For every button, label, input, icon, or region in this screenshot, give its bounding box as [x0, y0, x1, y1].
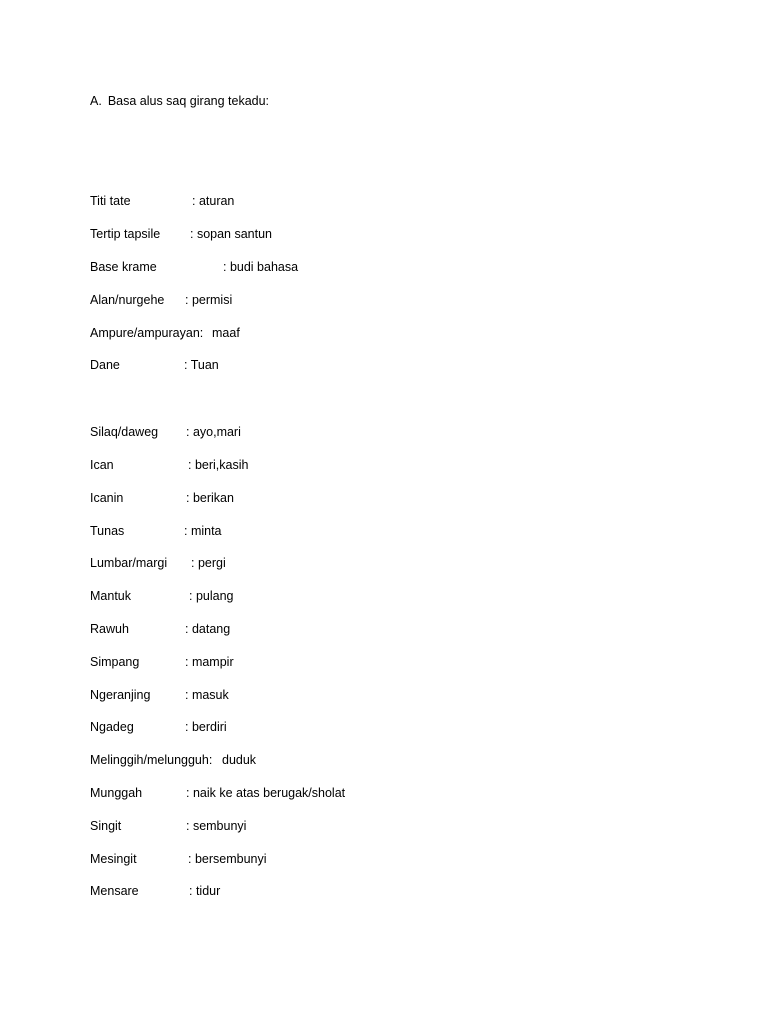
vocab-definition: : tidur: [189, 884, 221, 898]
vocab-term: Melinggih/melungguh:: [90, 753, 213, 767]
vocab-definition: : berdiri: [185, 720, 227, 734]
vocab-term: Ampure/ampurayan:: [90, 326, 204, 340]
vocab-term: Ican: [90, 458, 114, 472]
vocab-term: Base krame: [90, 260, 157, 274]
vocab-term: Rawuh: [90, 622, 129, 636]
vocab-definition: : mampir: [185, 655, 234, 669]
vocab-term: Icanin: [90, 491, 124, 505]
vocab-term: Dane: [90, 358, 120, 372]
vocab-definition: : sopan santun: [190, 227, 273, 241]
vocab-definition: : beri,kasih: [188, 458, 249, 472]
vocab-term: Lumbar/margi: [90, 556, 168, 570]
vocab-term: Ngadeg: [90, 720, 134, 734]
vocab-term: Munggah: [90, 786, 143, 800]
vocab-definition: : berikan: [186, 491, 234, 505]
vocab-term: Ngeranjing: [90, 688, 151, 702]
section-marker: A.: [90, 94, 102, 108]
vocab-definition: : minta: [184, 524, 222, 538]
vocab-definition: : aturan: [192, 194, 235, 208]
vocab-definition: : datang: [185, 622, 231, 636]
vocab-term: Simpang: [90, 655, 140, 669]
vocab-definition: : bersembunyi: [188, 852, 267, 866]
vocab-definition: : ayo,mari: [186, 425, 241, 439]
vocab-term: Tunas: [90, 524, 125, 538]
vocab-definition: : permisi: [185, 293, 233, 307]
vocab-term: Mantuk: [90, 589, 131, 603]
vocab-term: Tertip tapsile: [90, 227, 161, 241]
vocab-definition: : pulang: [189, 589, 234, 603]
section-heading: [90, 94, 269, 108]
vocab-term: Titi tate: [90, 194, 131, 208]
vocab-term: Alan/nurgehe: [90, 293, 165, 307]
vocab-definition: : pergi: [191, 556, 226, 570]
vocab-term: Mesingit: [90, 852, 137, 866]
vocab-definition: : Tuan: [184, 358, 219, 372]
section-title: Basa alus saq girang tekadu:: [107, 94, 270, 108]
vocab-definition: : sembunyi: [186, 819, 247, 833]
vocab-definition: duduk: [222, 753, 257, 767]
vocab-definition: : naik ke atas berugak/sholat: [186, 786, 346, 800]
vocab-definition: : masuk: [185, 688, 229, 702]
vocab-definition: maaf: [212, 326, 240, 340]
vocab-definition: : budi bahasa: [223, 260, 299, 274]
vocab-term: Silaq/daweg: [90, 425, 159, 439]
vocab-term: Mensare: [90, 884, 139, 898]
vocab-term: Singit: [90, 819, 122, 833]
